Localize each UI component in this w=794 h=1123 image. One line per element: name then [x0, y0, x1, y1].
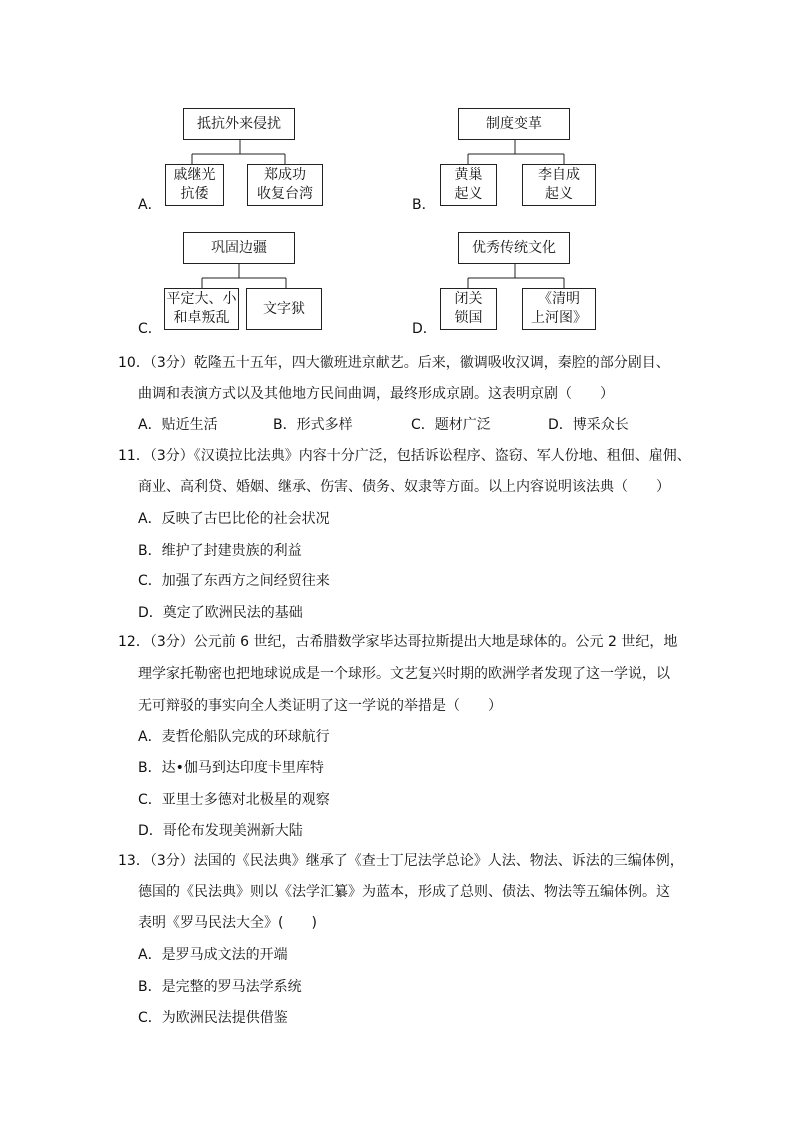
question-line: 无可辩驳的事实向全人类证明了这一学说的举措是（ ）: [138, 698, 502, 714]
top-box: 优秀传统文化: [458, 232, 570, 264]
question-10: [118, 353, 678, 404]
question-line: 10．（3分）乾隆五十五年，四大徽班进京献艺。后来，徽调吸收汉调，秦腔的部分剧目、: [118, 355, 670, 371]
question-12: [118, 632, 678, 716]
left-box: 平定大、小 和卓叛乱: [164, 288, 239, 330]
choice-c[interactable]: C．亚里士多德对北极星的观察: [138, 792, 330, 808]
choice-c[interactable]: C．为欧洲民法提供借鉴: [138, 1010, 288, 1026]
choice-b[interactable]: B．是完整的罗马法学系统: [138, 979, 302, 995]
left-box: 黄巢 起义: [440, 164, 497, 206]
right-box: 《清明 上河图》: [522, 288, 596, 330]
choice-a[interactable]: A．是罗马成文法的开端: [138, 947, 288, 963]
top-box: 制度变革: [458, 108, 570, 140]
choice-b[interactable]: B．达•伽马到达印度卡里库特: [138, 760, 324, 776]
question-line: 13．（3分）法国的《民法典》继承了《查士丁尼法学总论》人法、物法、诉法的三编体例，: [118, 853, 684, 869]
right-box: 文字狱: [246, 288, 322, 330]
choice-d[interactable]: D．博采众长: [548, 417, 629, 433]
choice-a[interactable]: A．贴近生活: [138, 417, 218, 433]
right-box: 李自成 起义: [522, 164, 596, 206]
choice-a[interactable]: A．麦哲伦船队完成的环球航行: [138, 729, 330, 745]
question-line: 商业、高利贷、婚姻、继承、伤害、债务、奴隶等方面。以上内容说明该法典（ ）: [138, 479, 670, 495]
diagram-option-d: [412, 232, 612, 337]
option-letter: A．: [138, 197, 162, 213]
question-11: [118, 446, 691, 497]
choices-q10: [138, 414, 658, 434]
option-letter: C．: [138, 321, 162, 337]
top-box: 抵抗外来侵扰: [183, 108, 295, 140]
diagram-option-b: [412, 108, 612, 213]
question-line: 德国的《民法典》则以《法学汇纂》为蓝本，形成了总则、债法、物法等五编体例。这: [138, 884, 670, 900]
choice-d[interactable]: D．奠定了欧洲民法的基础: [138, 605, 303, 621]
diagram-option-a: [138, 108, 338, 213]
choice-d[interactable]: D．哥伦布发现美洲新大陆: [138, 823, 303, 839]
question-13: [118, 851, 684, 933]
option-letter: D．: [412, 321, 437, 337]
diagram-option-c: [138, 232, 338, 337]
question-line: 曲调和表演方式以及其他地方民间曲调，最终形成京剧。这表明京剧（ ）: [138, 386, 614, 402]
top-box: 巩固边疆: [183, 232, 295, 264]
choice-c[interactable]: C．题材广泛: [411, 417, 491, 433]
choice-a[interactable]: A．反映了古巴比伦的社会状况: [138, 511, 330, 527]
choice-c[interactable]: C．加强了东西方之间经贸往来: [138, 573, 330, 589]
question-line: 11．（3分）《汉谟拉比法典》内容十分广泛，包括诉讼程序、盗窃、军人份地、租佃、雇佣、: [118, 448, 691, 464]
choice-b[interactable]: B．维护了封建贵族的利益: [138, 543, 302, 559]
option-letter: B．: [412, 197, 436, 213]
choice-b[interactable]: B．形式多样: [273, 417, 353, 433]
question-line: 理学家托勒密也把地球说成是一个球形。文艺复兴时期的欧洲学者发现了这一学说，以: [138, 666, 670, 682]
left-box: 闭关 锁国: [440, 288, 497, 330]
question-line: 12．（3分）公元前 6 世纪，古希腊数学家毕达哥拉斯提出大地是球体的。公元 2 世纪，地: [118, 634, 678, 650]
left-box: 戚继光 抗倭: [165, 164, 224, 206]
question-line: 表明《罗马民法大全》( ): [138, 915, 317, 931]
right-box: 郑成功 收复台湾: [247, 164, 323, 206]
